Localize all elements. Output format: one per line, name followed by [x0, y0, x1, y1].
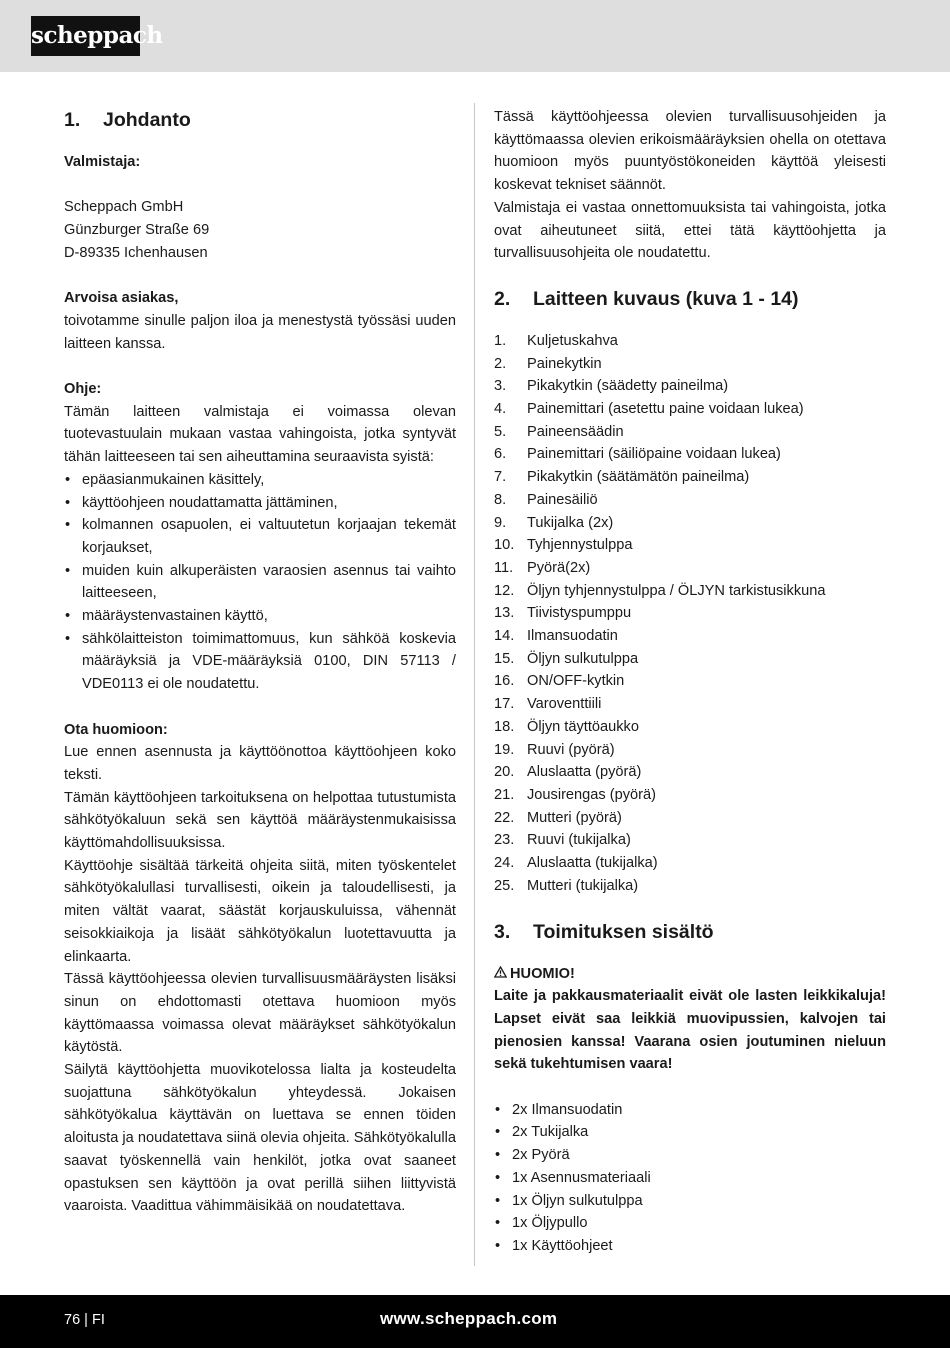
item-label: Öljyn täyttöaukko — [527, 718, 639, 735]
column-divider — [474, 103, 475, 1266]
list-item — [494, 648, 886, 671]
item-number: 7. — [494, 469, 507, 486]
item-label: Tiivistyspumppu — [527, 605, 632, 622]
item-number: 2. — [494, 355, 507, 372]
item-number: 25. — [494, 877, 515, 894]
list-item — [494, 353, 886, 376]
list-item — [494, 829, 886, 852]
list-item: • epäasianmukainen käsittely, — [64, 469, 456, 492]
item-number: 3. — [494, 378, 507, 395]
item-number: 8. — [494, 491, 507, 508]
left-column — [64, 106, 456, 1218]
attention-paragraph: Tässä käyttöohjeessa olevien turvallisuusmääräysten lisäksi sinun on ehdottomasti otettava huomioon myös käyttömaassa voimassa olevat määräykset sähkötyökalun käytöstä. — [64, 971, 456, 1056]
list-item — [494, 761, 886, 784]
list-item — [494, 580, 886, 603]
section-heading-delivery — [494, 918, 886, 946]
note-text: Tämän laitteen valmistaja ei voimassa olevan tuotevastuulain mukaan vastaa vahingoista, jotka syntyvät tähän laitteeseen tai sen aiheuttamina seuraavista syistä: — [64, 403, 456, 466]
item-label: Tukijalka (2x) — [527, 514, 614, 531]
list-item — [494, 375, 886, 398]
list-item — [494, 875, 886, 898]
list-item: • 1x Käyttöohjeet — [494, 1235, 886, 1258]
list-item: • 1x Öljyn sulkutulppa — [494, 1190, 886, 1213]
item-number: 22. — [494, 809, 515, 826]
section-title: Toimituksen sisältö — [533, 920, 714, 943]
item-label: Ruuvi (tukijalka) — [527, 832, 631, 849]
item-number: 21. — [494, 786, 515, 803]
list-item: • sähkölaitteiston toimimattomuus, kun sähköä koskevia määräyksiä ja VDE-määräyksiä 0100, DIN 57113 / VDE0113 ei ole noudatettu. — [64, 628, 456, 696]
item-label: Mutteri (pyörä) — [527, 809, 622, 826]
item-number: 16. — [494, 673, 515, 690]
item-number: 15. — [494, 650, 515, 667]
item-number: 19. — [494, 741, 515, 758]
item-number: 23. — [494, 832, 515, 849]
item-label: Ruuvi (pyörä) — [527, 741, 615, 758]
scheppach-logo: scheppach — [31, 16, 140, 56]
attention-label: Ota huomioon: — [64, 721, 168, 738]
list-item: • 2x Tukijalka — [494, 1121, 886, 1144]
item-label: Pikakytkin (säädetty paineilma) — [527, 378, 729, 395]
item-number: 9. — [494, 514, 507, 531]
section-title: Laitteen kuvaus (kuva 1 - 14) — [533, 287, 799, 310]
language-code: FI — [91, 1312, 105, 1328]
list-item: • muiden kuin alkuperäisten varaosien asennus tai vaihto laitteeseen, — [64, 560, 456, 605]
page-footer — [0, 1295, 950, 1348]
list-item — [494, 807, 886, 830]
warning-label: HUOMIO! — [510, 965, 575, 982]
list-item: • 2x Pyörä — [494, 1144, 886, 1167]
address-line: D-89335 Ichenhausen — [64, 244, 208, 261]
section-number: 1. — [64, 109, 81, 131]
website-url: www.scheppach.com — [380, 1309, 558, 1328]
list-item — [494, 398, 886, 421]
intro-paragraph: Valmistaja ei vastaa onnettomuuksista tai vahingoista, jotka ovat aiheutuneet siitä, ettei tätä käyttöohjetta ja turvallisuusohjeita ole noudatettu. — [494, 199, 886, 262]
item-number: 13. — [494, 605, 515, 622]
list-item — [494, 784, 886, 807]
item-label: Paineensäädin — [527, 423, 624, 440]
item-label: Varoventtiili — [527, 696, 602, 713]
parts-list — [494, 330, 886, 898]
item-label: Painekytkin — [527, 355, 602, 372]
list-item — [494, 489, 886, 512]
item-label: Tyhjennystulppa — [527, 537, 633, 554]
item-label: Öljyn tyhjennystulppa / ÖLJYN tarkistusikkuna — [527, 582, 826, 599]
item-label: Kuljetuskahva — [527, 332, 618, 349]
manufacturer-label: Valmistaja: — [64, 154, 141, 170]
list-item — [494, 557, 886, 580]
item-number: 4. — [494, 401, 507, 418]
list-item: • kolmannen osapuolen, ei valtuutetun korjaajan tekemät korjaukset, — [64, 514, 456, 559]
warning-text: Laite ja pakkausmateriaalit eivät ole lasten leikkikaluja! Lapset eivät saa leikkiä muovipussien, kalvojen tai pienosien kanssa! Vaarana osien joutuminen nieluun sekä tukehtumisen vaara! — [494, 988, 886, 1073]
manufacturer-address — [64, 196, 456, 264]
item-number: 17. — [494, 696, 515, 713]
item-number: 20. — [494, 764, 515, 781]
greeting-text: toivotamme sinulle paljon iloa ja menestystä työssäsi uuden laitteen kanssa. — [64, 312, 456, 352]
list-item — [494, 852, 886, 875]
list-item — [494, 602, 886, 625]
item-label: Ilmansuodatin — [527, 628, 618, 645]
item-number: 6. — [494, 446, 507, 463]
section-heading-description — [494, 285, 886, 313]
section-number: 2. — [494, 287, 511, 310]
section-heading-introduction — [64, 106, 456, 134]
right-column — [494, 106, 886, 1258]
item-label: Painesäiliö — [527, 491, 598, 508]
list-item — [494, 693, 886, 716]
item-label: Pyörä(2x) — [527, 559, 591, 576]
list-item — [494, 512, 886, 535]
item-number: 10. — [494, 537, 515, 554]
item-number: 1. — [494, 332, 507, 349]
item-label: Jousirengas (pyörä) — [527, 786, 656, 803]
section-title: Johdanto — [103, 109, 191, 131]
list-item: • 2x Ilmansuodatin — [494, 1099, 886, 1122]
section-number: 3. — [494, 920, 511, 943]
list-item — [494, 739, 886, 762]
list-item — [494, 670, 886, 693]
greeting: Arvoisa asiakas, — [64, 290, 179, 307]
item-number: 11. — [494, 559, 514, 576]
page-number: 76 | FI — [64, 1312, 105, 1328]
list-item: • 1x Asennusmateriaali — [494, 1167, 886, 1190]
list-item: • 1x Öljypullo — [494, 1212, 886, 1235]
attention-paragraph: Lue ennen asennusta ja käyttöönottoa käyttöohjeen koko teksti. — [64, 744, 456, 783]
item-label: Mutteri (tukijalka) — [527, 877, 639, 894]
list-item: • määräystenvastainen käyttö, — [64, 605, 456, 628]
item-label: Pikakytkin (säätämätön paineilma) — [527, 469, 750, 486]
note-bullet-list — [64, 469, 456, 696]
list-item — [494, 330, 886, 353]
address-line: Günzburger Straße 69 — [64, 222, 210, 239]
intro-paragraph: Tässä käyttöohjeessa olevien turvallisuusohjeiden ja käyttömaassa olevien erikoismääräyksien ohella on otettava huomioon myös puuntyöstökoneiden käyttöä yleisesti koskevat tekniset säännöt. — [494, 109, 886, 194]
warning-heading — [494, 963, 886, 986]
item-number: 5. — [494, 423, 507, 440]
item-number: 12. — [494, 582, 515, 599]
page-number-value: 76 — [64, 1312, 81, 1328]
list-item — [494, 443, 886, 466]
item-label: Aluslaatta (pyörä) — [527, 764, 642, 781]
page-header — [0, 0, 950, 72]
list-item — [494, 625, 886, 648]
item-number: 14. — [494, 628, 515, 645]
item-number: 18. — [494, 718, 515, 735]
item-label: Painemittari (asetettu paine voidaan lukea) — [527, 401, 804, 418]
warning-triangle-icon — [494, 963, 510, 986]
note-label: Ohje: — [64, 380, 102, 397]
item-label: Painemittari (säiliöpaine voidaan lukea) — [527, 446, 781, 463]
item-number: 24. — [494, 855, 515, 872]
item-label: ON/OFF-kytkin — [527, 673, 625, 690]
item-label: Öljyn sulkutulppa — [527, 650, 639, 667]
list-item — [494, 466, 886, 489]
list-item — [494, 534, 886, 557]
item-label: Aluslaatta (tukijalka) — [527, 855, 658, 872]
attention-paragraph: Käyttöohje sisältää tärkeitä ohjeita siitä, miten työskentelet sähkötyökalullasi turvallisesti, oikein ja taloudellisesti, ja miten vältät vaarat, säästät korjauskuluissa, vähennät seisokkiaikoja ja lisäät sähkötyökalun luotettavuutta ja elinkaarta. — [64, 857, 456, 965]
list-item — [494, 421, 886, 444]
list-item: • käyttöohjeen noudattamatta jättäminen, — [64, 492, 456, 515]
delivery-contents-list — [494, 1099, 886, 1258]
attention-paragraph: Tämän käyttöohjeen tarkoituksena on helpottaa tutustumista sähkötyökaluun sekä sen käyttöä määräystenmukaisissa käyttömahdollisuuksissa. — [64, 789, 456, 852]
list-item — [494, 716, 886, 739]
attention-paragraph: Säilytä käyttöohjetta muovikotelossa lialta ja kosteudelta suojattuna sähkötyökalun yhteydessä. Jokaisen sähkötyökalua käyttävän on luettava se ennen töiden aloitusta ja noudatettava siinä olevia ohjeita. Sähkötyökalulla saavat työskennellä vain henkilöt, jotka ovat saaneet opastuksen sen käyttöön ja ovat perillä siihen liittyvistä vaaroista. Vaadittua vähimmäisikää on noudatettava. — [64, 1062, 456, 1215]
address-line: Scheppach GmbH — [64, 199, 184, 216]
